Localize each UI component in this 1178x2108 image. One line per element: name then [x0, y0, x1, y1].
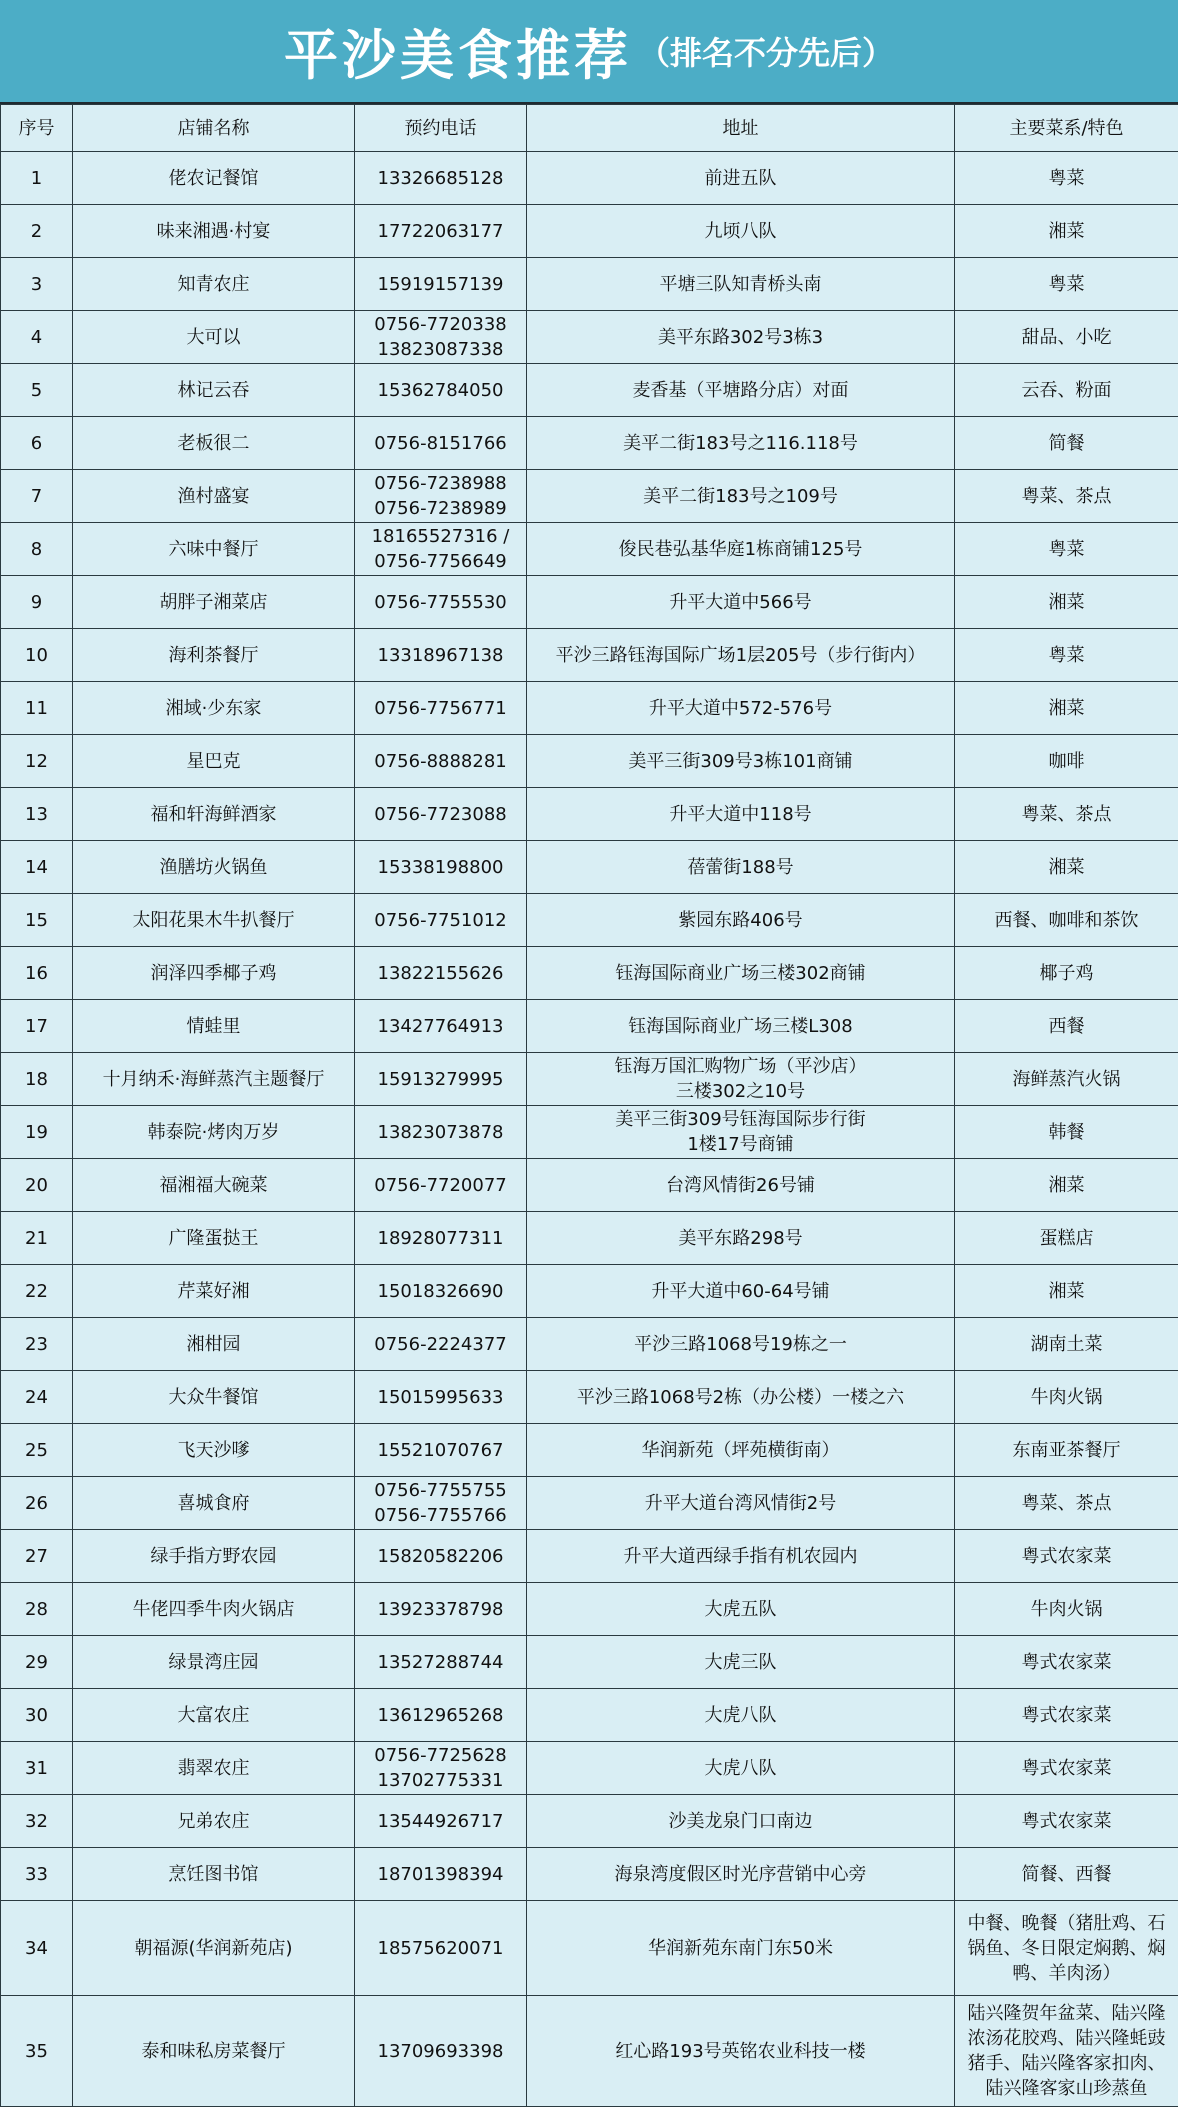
cell-no: 13	[1, 788, 73, 841]
header-phone: 预约电话	[355, 105, 527, 152]
cell-name: 知青农庄	[73, 258, 355, 311]
table-row	[1, 1053, 1178, 1106]
cell-phone[interactable]: 0756-8151766	[355, 417, 527, 470]
cell-name: 佬农记餐馆	[73, 152, 355, 205]
cell-name: 广隆蛋挞王	[73, 1212, 355, 1265]
table-row	[1, 629, 1178, 682]
cell-name: 绿手指方野农园	[73, 1530, 355, 1583]
cell-phone[interactable]: 15015995633	[355, 1371, 527, 1424]
cell-name: 十月纳禾·海鲜蒸汽主题餐厅	[73, 1053, 355, 1106]
table-row	[1, 523, 1178, 576]
header-no: 序号	[1, 105, 73, 152]
cell-address: 钰海万国汇购物广场（平沙店） 三楼302之10号	[527, 1053, 955, 1106]
cell-phone[interactable]: 15913279995	[355, 1053, 527, 1106]
cell-no: 18	[1, 1053, 73, 1106]
cell-name: 牛佬四季牛肉火锅店	[73, 1583, 355, 1636]
cell-name: 朝福源(华润新苑店)	[73, 1901, 355, 1996]
cell-name: 兄弟农庄	[73, 1795, 355, 1848]
cell-no: 23	[1, 1318, 73, 1371]
table-row	[1, 1265, 1178, 1318]
cell-cuisine: 甜品、小吃	[955, 311, 1178, 364]
table-row	[1, 1000, 1178, 1053]
cell-phone[interactable]: 0756-7720077	[355, 1159, 527, 1212]
table-row	[1, 152, 1178, 205]
cell-no: 24	[1, 1371, 73, 1424]
cell-cuisine: 陆兴隆贺年盆菜、陆兴隆浓汤花胶鸡、陆兴隆蚝豉猪手、陆兴隆客家扣肉、陆兴隆客家山珍蒸鱼	[955, 1996, 1178, 2107]
cell-address: 麦香基（平塘路分店）对面	[527, 364, 955, 417]
table-row	[1, 1636, 1178, 1689]
cell-name: 星巴克	[73, 735, 355, 788]
cell-cuisine: 云吞、粉面	[955, 364, 1178, 417]
cell-cuisine: 牛肉火锅	[955, 1371, 1178, 1424]
title-banner	[0, 0, 1178, 104]
cell-name: 味来湘遇·村宴	[73, 205, 355, 258]
cell-address: 升平大道中118号	[527, 788, 955, 841]
cell-cuisine: 湘菜	[955, 205, 1178, 258]
cell-no: 17	[1, 1000, 73, 1053]
cell-name: 芹菜好湘	[73, 1265, 355, 1318]
cell-phone[interactable]: 0756-7751012	[355, 894, 527, 947]
cell-phone[interactable]: 13527288744	[355, 1636, 527, 1689]
cell-no: 12	[1, 735, 73, 788]
table-row	[1, 1159, 1178, 1212]
cell-name: 绿景湾庄园	[73, 1636, 355, 1689]
table-row	[1, 1424, 1178, 1477]
cell-name: 韩泰院·烤肉万岁	[73, 1106, 355, 1159]
cell-cuisine: 粤菜、茶点	[955, 1477, 1178, 1530]
cell-name: 太阳花果木牛扒餐厅	[73, 894, 355, 947]
cell-cuisine: 粤式农家菜	[955, 1742, 1178, 1795]
cell-no: 3	[1, 258, 73, 311]
cell-cuisine: 粤式农家菜	[955, 1689, 1178, 1742]
cell-address: 台湾风情街26号铺	[527, 1159, 955, 1212]
cell-cuisine: 湘菜	[955, 841, 1178, 894]
table-row	[1, 470, 1178, 523]
table-row	[1, 364, 1178, 417]
cell-address: 美平二街183号之109号	[527, 470, 955, 523]
cell-phone[interactable]: 13823073878	[355, 1106, 527, 1159]
cell-phone[interactable]: 15919157139	[355, 258, 527, 311]
cell-address: 美平东路302号3栋3	[527, 311, 955, 364]
cell-no: 29	[1, 1636, 73, 1689]
cell-no: 11	[1, 682, 73, 735]
cell-phone[interactable]: 15820582206	[355, 1530, 527, 1583]
table-row	[1, 735, 1178, 788]
cell-name: 飞天沙嗲	[73, 1424, 355, 1477]
table-row	[1, 1742, 1178, 1795]
cell-cuisine: 海鲜蒸汽火锅	[955, 1053, 1178, 1106]
cell-address: 美平二街183号之116.118号	[527, 417, 955, 470]
cell-address: 华润新苑东南门东50米	[527, 1901, 955, 1996]
cell-cuisine: 西餐	[955, 1000, 1178, 1053]
cell-name: 老板很二	[73, 417, 355, 470]
page-subtitle: （排名不分先后）	[637, 34, 894, 72]
cell-no: 6	[1, 417, 73, 470]
cell-no: 20	[1, 1159, 73, 1212]
cell-address: 大虎八队	[527, 1742, 955, 1795]
table-row	[1, 1530, 1178, 1583]
cell-name: 渔村盛宴	[73, 470, 355, 523]
cell-cuisine: 粤菜、茶点	[955, 470, 1178, 523]
cell-no: 7	[1, 470, 73, 523]
cell-no: 22	[1, 1265, 73, 1318]
table-row	[1, 1795, 1178, 1848]
cell-address: 美平三街309号3栋101商铺	[527, 735, 955, 788]
cell-address: 俊民巷弘基华庭1栋商铺125号	[527, 523, 955, 576]
cell-cuisine: 牛肉火锅	[955, 1583, 1178, 1636]
cell-cuisine: 粤式农家菜	[955, 1636, 1178, 1689]
cell-no: 27	[1, 1530, 73, 1583]
cell-cuisine: 蛋糕店	[955, 1212, 1178, 1265]
cell-no: 34	[1, 1901, 73, 1996]
cell-address: 平塘三队知青桥头南	[527, 258, 955, 311]
cell-name: 情蛙里	[73, 1000, 355, 1053]
cell-phone[interactable]: 13427764913	[355, 1000, 527, 1053]
cell-phone[interactable]: 18575620071	[355, 1901, 527, 1996]
cell-cuisine: 粤菜	[955, 152, 1178, 205]
cell-cuisine: 粤菜	[955, 258, 1178, 311]
cell-address: 海泉湾度假区时光序营销中心旁	[527, 1848, 955, 1901]
cell-cuisine: 湘菜	[955, 1159, 1178, 1212]
cell-address: 大虎三队	[527, 1636, 955, 1689]
header-cuisine: 主要菜系/特色	[955, 105, 1178, 152]
cell-address: 华润新苑（坪苑横街南）	[527, 1424, 955, 1477]
cell-phone[interactable]: 0756-2224377	[355, 1318, 527, 1371]
table-header-row	[1, 105, 1178, 152]
cell-name: 渔膳坊火锅鱼	[73, 841, 355, 894]
table-row	[1, 1212, 1178, 1265]
cell-no: 16	[1, 947, 73, 1000]
cell-address: 升平大道中566号	[527, 576, 955, 629]
cell-no: 35	[1, 1996, 73, 2107]
cell-no: 4	[1, 311, 73, 364]
cell-cuisine: 湖南土菜	[955, 1318, 1178, 1371]
table-row	[1, 1848, 1178, 1901]
cell-name: 大可以	[73, 311, 355, 364]
cell-address: 升平大道台湾风情街2号	[527, 1477, 955, 1530]
cell-phone[interactable]: 18701398394	[355, 1848, 527, 1901]
table-row	[1, 894, 1178, 947]
cell-phone[interactable]: 13709693398	[355, 1996, 527, 2107]
cell-address: 升平大道中572-576号	[527, 682, 955, 735]
cell-name: 大富农庄	[73, 1689, 355, 1742]
cell-cuisine: 粤式农家菜	[955, 1530, 1178, 1583]
cell-name: 海利茶餐厅	[73, 629, 355, 682]
cell-name: 润泽四季椰子鸡	[73, 947, 355, 1000]
table-row	[1, 841, 1178, 894]
cell-phone[interactable]: 0756-7755530	[355, 576, 527, 629]
cell-name: 福湘福大碗菜	[73, 1159, 355, 1212]
cell-phone[interactable]: 18165527316 / 0756-7756649	[355, 523, 527, 576]
cell-no: 32	[1, 1795, 73, 1848]
cell-phone[interactable]: 15521070767	[355, 1424, 527, 1477]
table-row	[1, 1106, 1178, 1159]
cell-cuisine: 简餐	[955, 417, 1178, 470]
cell-phone[interactable]: 13544926717	[355, 1795, 527, 1848]
restaurant-table	[0, 104, 1178, 2107]
table-row	[1, 1996, 1178, 2107]
cell-cuisine: 中餐、晚餐（猪肚鸡、石锅鱼、冬日限定焖鹅、焖鸭、羊肉汤）	[955, 1901, 1178, 1996]
cell-address: 升平大道西绿手指有机农园内	[527, 1530, 955, 1583]
cell-no: 15	[1, 894, 73, 947]
cell-name: 胡胖子湘菜店	[73, 576, 355, 629]
cell-phone[interactable]: 0756-7725628 13702775331	[355, 1742, 527, 1795]
table-row	[1, 682, 1178, 735]
cell-address: 平沙三路钰海国际广场1层205号（步行街内）	[527, 629, 955, 682]
cell-no: 2	[1, 205, 73, 258]
table-row	[1, 1689, 1178, 1742]
table-row	[1, 1318, 1178, 1371]
header-address: 地址	[527, 105, 955, 152]
cell-address: 沙美龙泉门口南边	[527, 1795, 955, 1848]
cell-no: 10	[1, 629, 73, 682]
cell-phone[interactable]: 15362784050	[355, 364, 527, 417]
cell-address: 蓓蕾街188号	[527, 841, 955, 894]
cell-cuisine: 东南亚茶餐厅	[955, 1424, 1178, 1477]
cell-cuisine: 湘菜	[955, 576, 1178, 629]
cell-cuisine: 粤菜	[955, 523, 1178, 576]
cell-phone[interactable]: 13612965268	[355, 1689, 527, 1742]
cell-phone[interactable]: 0756-8888281	[355, 735, 527, 788]
cell-no: 8	[1, 523, 73, 576]
cell-no: 14	[1, 841, 73, 894]
cell-address: 大虎八队	[527, 1689, 955, 1742]
cell-phone[interactable]: 15018326690	[355, 1265, 527, 1318]
table-row	[1, 788, 1178, 841]
table-row	[1, 417, 1178, 470]
page-title: 平沙美食推荐	[283, 23, 632, 87]
cell-name: 烹饪图书馆	[73, 1848, 355, 1901]
cell-phone[interactable]: 13822155626	[355, 947, 527, 1000]
cell-cuisine: 咖啡	[955, 735, 1178, 788]
cell-phone[interactable]: 0756-7723088	[355, 788, 527, 841]
cell-name: 大众牛餐馆	[73, 1371, 355, 1424]
table-row	[1, 576, 1178, 629]
cell-no: 21	[1, 1212, 73, 1265]
cell-no: 28	[1, 1583, 73, 1636]
table-row	[1, 1477, 1178, 1530]
cell-no: 31	[1, 1742, 73, 1795]
cell-name: 湘域·少东家	[73, 682, 355, 735]
cell-cuisine: 湘菜	[955, 682, 1178, 735]
cell-no: 30	[1, 1689, 73, 1742]
cell-cuisine: 粤式农家菜	[955, 1795, 1178, 1848]
cell-phone[interactable]: 13923378798	[355, 1583, 527, 1636]
cell-name: 林记云吞	[73, 364, 355, 417]
cell-cuisine: 粤菜、茶点	[955, 788, 1178, 841]
cell-no: 5	[1, 364, 73, 417]
cell-cuisine: 椰子鸡	[955, 947, 1178, 1000]
cell-address: 钰海国际商业广场三楼302商铺	[527, 947, 955, 1000]
cell-name: 翡翠农庄	[73, 1742, 355, 1795]
cell-phone[interactable]: 0756-7720338 13823087338	[355, 311, 527, 364]
table-row	[1, 1371, 1178, 1424]
cell-cuisine: 韩餐	[955, 1106, 1178, 1159]
cell-address: 大虎五队	[527, 1583, 955, 1636]
cell-name: 福和轩海鲜酒家	[73, 788, 355, 841]
cell-address: 平沙三路1068号19栋之一	[527, 1318, 955, 1371]
cell-name: 喜城食府	[73, 1477, 355, 1530]
header-name: 店铺名称	[73, 105, 355, 152]
cell-address: 平沙三路1068号2栋（办公楼）一楼之六	[527, 1371, 955, 1424]
cell-phone[interactable]: 18928077311	[355, 1212, 527, 1265]
cell-no: 1	[1, 152, 73, 205]
cell-address: 九顷八队	[527, 205, 955, 258]
cell-address: 美平东路298号	[527, 1212, 955, 1265]
cell-no: 25	[1, 1424, 73, 1477]
cell-phone[interactable]: 0756-7755755 0756-7755766	[355, 1477, 527, 1530]
cell-address: 钰海国际商业广场三楼L308	[527, 1000, 955, 1053]
cell-address: 紫园东路406号	[527, 894, 955, 947]
table-row	[1, 1901, 1178, 1996]
cell-phone[interactable]: 17722063177	[355, 205, 527, 258]
table-row	[1, 205, 1178, 258]
cell-cuisine: 西餐、咖啡和茶饮	[955, 894, 1178, 947]
table-body	[1, 152, 1178, 2107]
cell-cuisine: 简餐、西餐	[955, 1848, 1178, 1901]
cell-name: 六味中餐厅	[73, 523, 355, 576]
cell-phone[interactable]: 0756-7238988 0756-7238989	[355, 470, 527, 523]
table-row	[1, 1583, 1178, 1636]
cell-phone[interactable]: 13318967138	[355, 629, 527, 682]
cell-address: 红心路193号英铭农业科技一楼	[527, 1996, 955, 2107]
table-row	[1, 258, 1178, 311]
cell-address: 美平三街309号钰海国际步行街 1楼17号商铺	[527, 1106, 955, 1159]
cell-cuisine: 粤菜	[955, 629, 1178, 682]
cell-phone[interactable]: 0756-7756771	[355, 682, 527, 735]
cell-phone[interactable]: 13326685128	[355, 152, 527, 205]
cell-phone[interactable]: 15338198800	[355, 841, 527, 894]
cell-no: 26	[1, 1477, 73, 1530]
cell-no: 9	[1, 576, 73, 629]
cell-no: 19	[1, 1106, 73, 1159]
cell-no: 33	[1, 1848, 73, 1901]
cell-address: 前进五队	[527, 152, 955, 205]
table-row	[1, 311, 1178, 364]
cell-name: 泰和味私房菜餐厅	[73, 1996, 355, 2107]
cell-name: 湘柑园	[73, 1318, 355, 1371]
cell-address: 升平大道中60-64号铺	[527, 1265, 955, 1318]
table-row	[1, 947, 1178, 1000]
cell-cuisine: 湘菜	[955, 1265, 1178, 1318]
